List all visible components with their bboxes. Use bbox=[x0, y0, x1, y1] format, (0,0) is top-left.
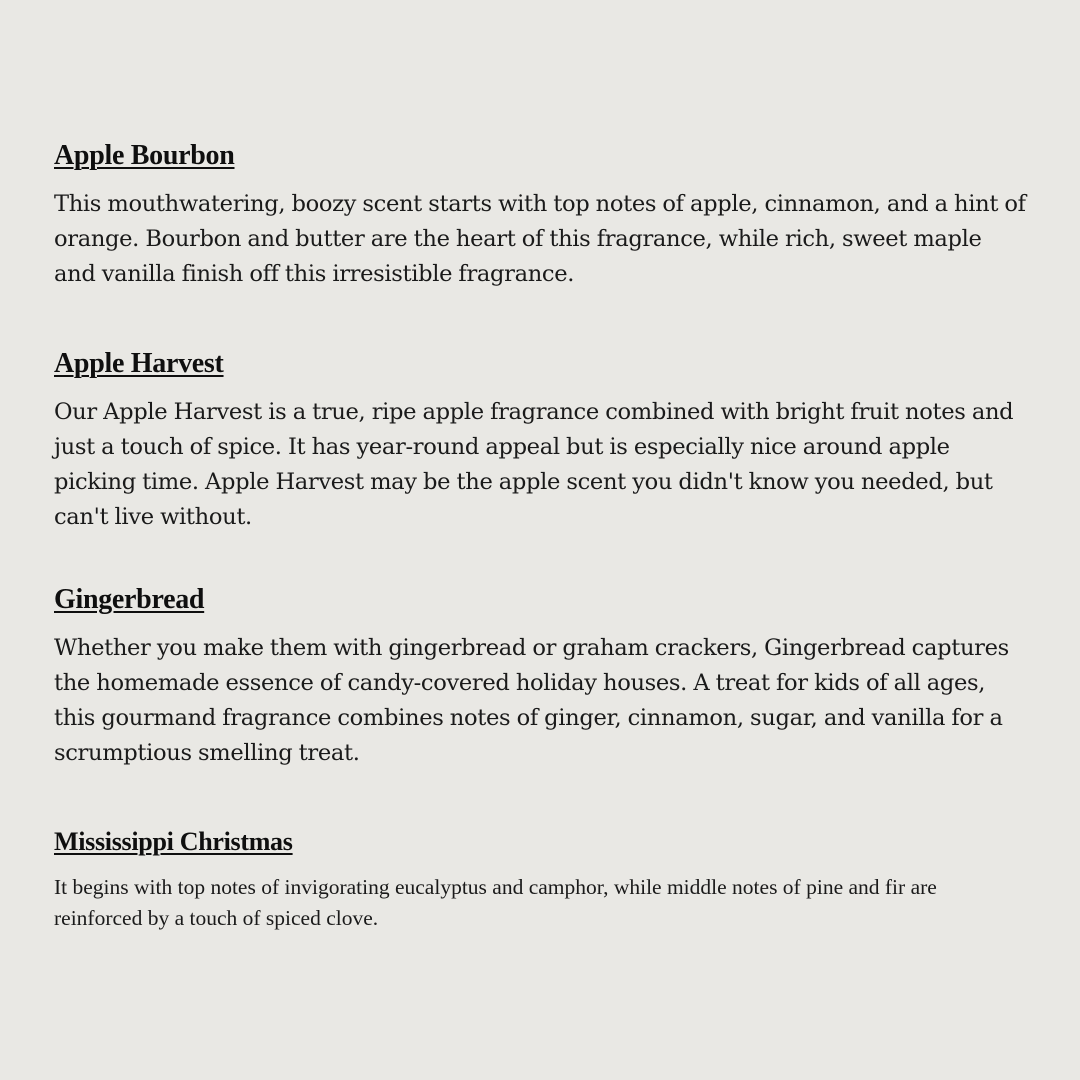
fragrance-apple-harvest bbox=[54, 347, 1026, 535]
fragrance-title: Apple Harvest bbox=[54, 348, 224, 379]
fragrance-title: Apple Bourbon bbox=[54, 140, 235, 171]
fragrance-gingerbread bbox=[54, 583, 1026, 771]
fragrance-description: Our Apple Harvest is a true, ripe apple fragrance combined with bright fruit notes and just a touch of spice. It has year-round appeal but is especially nice around apple picking time. Apple Harvest may be the apple scent you didn't know you needed, but can't live without. bbox=[54, 399, 1014, 530]
fragrance-title: Gingerbread bbox=[54, 584, 205, 615]
fragrance-description: Whether you make them with gingerbread or graham crackers, Gingerbread captures the homemade essence of candy-covered holiday houses. A treat for kids of all ages, this gourmand fragrance combines notes of ginger, cinnamon, sugar, and vanilla for a scrumptious smelling treat. bbox=[54, 635, 1009, 766]
fragrance-list bbox=[54, 0, 1026, 1080]
fragrance-description: It begins with top notes of invigorating eucalyptus and camphor, while middle notes of pine and fir are reinforced by a touch of spiced clove. bbox=[54, 875, 937, 930]
fragrance-description: This mouthwatering, boozy scent starts with top notes of apple, cinnamon, and a hint of orange. Bourbon and butter are the heart of this fragrance, while rich, sweet maple and vanilla finish off this irresistible fragrance. bbox=[54, 191, 1026, 287]
fragrance-title: Mississippi Christmas bbox=[54, 827, 293, 856]
fragrance-apple-bourbon bbox=[54, 139, 1026, 292]
fragrance-mississippi-christmas bbox=[54, 826, 1026, 934]
